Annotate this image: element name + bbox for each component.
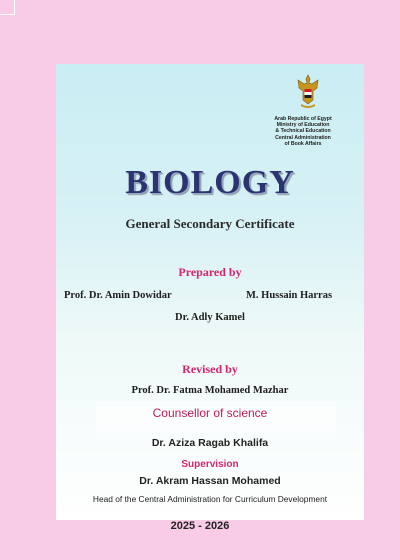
author-name: Dr. Adly Kamel: [175, 312, 245, 323]
ministry-line: & Technical Education: [275, 128, 331, 135]
author-name: M. Hussain Harras: [246, 290, 333, 301]
reviser-name: Prof. Dr. Fatma Mohamed Mazhar: [131, 385, 289, 396]
ministry-line: Central Administration: [275, 134, 331, 141]
author-name: Prof. Dr. Amin Dowidar: [64, 290, 172, 301]
revised-by-heading: Revised by: [182, 362, 238, 376]
supervisor-role: Head of the Central Administration for Curriculum Development: [92, 494, 328, 504]
eagle-emblem-icon: [296, 74, 320, 110]
ministry-line: of Book Affairs: [284, 140, 322, 147]
supervisor-name: Dr. Akram Hassan Mohamed: [139, 475, 281, 487]
supervision-heading: Supervision: [181, 459, 239, 470]
consultant-name: Dr. Aziza Ragab Khalifa: [151, 437, 269, 449]
book-subtitle: General Secondary Certificate: [125, 216, 295, 231]
academic-year: 2025 - 2026: [170, 520, 230, 532]
ministry-caption: [248, 116, 358, 147]
ministry-line: Arab Republic of Egypt: [274, 116, 332, 122]
prepared-by-heading: Prepared by: [178, 265, 242, 279]
ministry-line: Ministry of Education: [276, 122, 330, 129]
page-corner-mark: [0, 0, 15, 15]
book-title: BIOLOGY: [125, 164, 295, 201]
book-cover: [56, 64, 364, 520]
counsellor-role: Counsellor of science: [152, 406, 268, 420]
